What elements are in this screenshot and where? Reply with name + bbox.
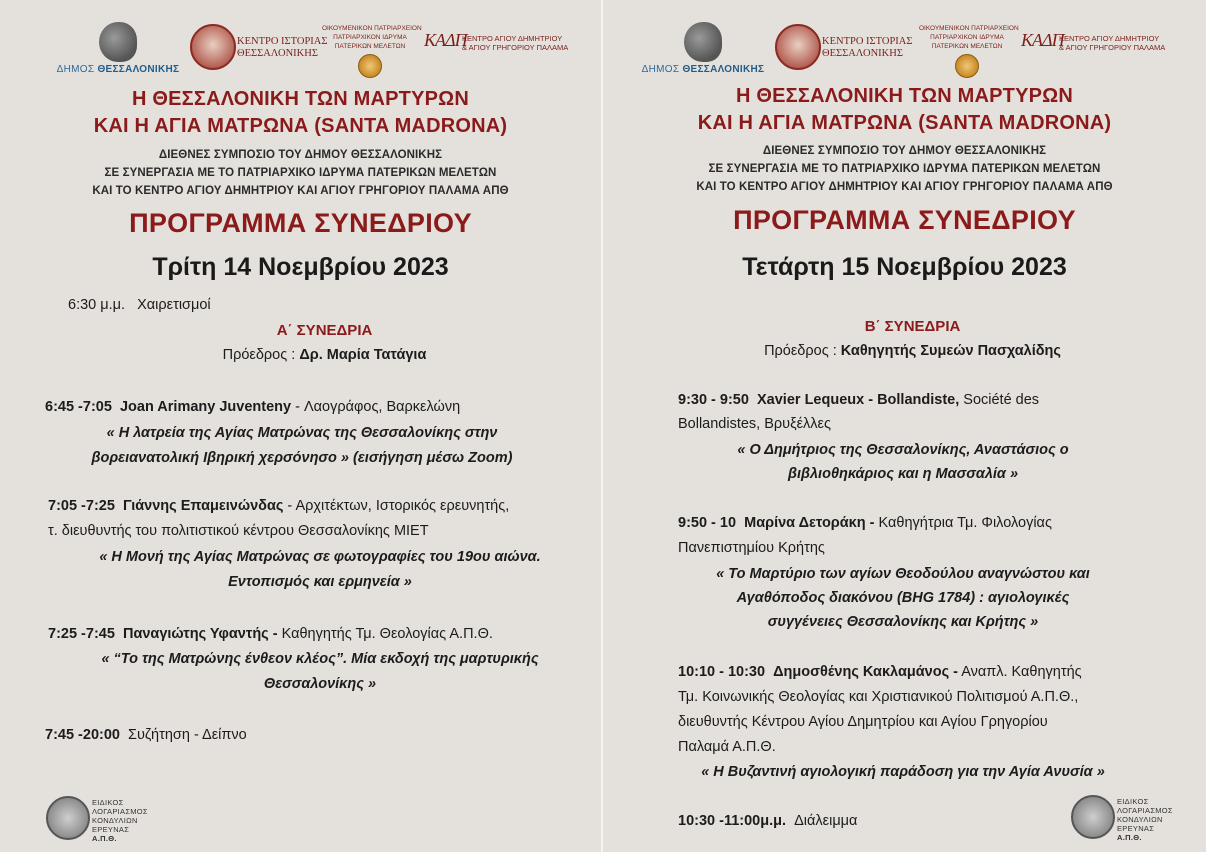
logo-text: Α.Π.Θ.	[1117, 833, 1142, 842]
talk-title: « Η λατρεία της Αγίας Ματρώνας της Θεσσαλονίκης στην	[106, 425, 498, 441]
speaker-affiliation: - Αρχιτέκτων, Ιστορικός ερευνητής,	[283, 498, 510, 514]
kadp-mark: ΚΑΔΠ	[1021, 30, 1064, 50]
logo-text: ΚΕΝΤΡΟ ΙΣΤΟΡΙΑΣ	[237, 36, 328, 47]
chair-name: Δρ. Μαρία Τατάγια	[299, 347, 427, 363]
conference-title-line2: ΚΑΙ Η ΑΓΙΑ ΜΑΤΡΩΝΑ (SANTA MADRONA)	[697, 112, 1112, 134]
talk-title: Αγαθόποδος διακόνου (BHG 1784) : αγιολογικές	[736, 590, 1070, 606]
auth-seal-icon	[1071, 795, 1115, 839]
time-slot: 9:50 - 10	[678, 515, 737, 531]
logo-text: ΚΕΝΤΡΟ ΑΓΙΟΥ ΔΗΜΗΤΡΙΟΥ	[1059, 34, 1160, 43]
logo-text: ΕΙΔΙΚΟΣ	[1117, 797, 1149, 806]
program-heading: ΠΡΟΓΡΑΜΜΑ ΣΥΝΕΔΡΙΟΥ	[129, 208, 472, 238]
talk-title: βιβλιοθηκάριος και η Μασσαλία »	[787, 466, 1019, 482]
organizer-line2: ΣΕ ΣΥΝΕΡΓΑΣΙΑ ΜΕ ΤΟ ΠΑΤΡΙΑΡΧΙΚΟ ΙΔΡΥΜΑ ΠΑΤΕΡΙΚΩΝ ΜΕΛΕΤΩΝ	[104, 167, 497, 179]
auth-seal-icon	[46, 796, 90, 840]
event-label: Διάλειμμα	[794, 813, 858, 829]
organizer-line2: ΣΕ ΣΥΝΕΡΓΑΣΙΑ ΜΕ ΤΟ ΠΑΤΡΙΑΡΧΙΚΟ ΙΔΡΥΜΑ ΠΑΤΕΡΙΚΩΝ ΜΕΛΕΤΩΝ	[708, 163, 1101, 175]
talk-speaker-line	[45, 399, 460, 415]
elke-auth-logo	[1071, 795, 1181, 845]
conference-title-line2: ΚΑΙ Η ΑΓΙΑ ΜΑΤΡΩΝΑ (SANTA MADRONA)	[93, 115, 508, 137]
kentro-istorias-logo	[190, 24, 328, 70]
session-heading: Α΄ ΣΥΝΕΔΡΙΑ	[276, 322, 373, 339]
talk-title: « Ο Δημήτριος της Θεσσαλονίκης, Αναστάσιος ο	[737, 442, 1069, 458]
time-slot: 7:45 -20:00	[45, 727, 120, 743]
break-line	[678, 813, 857, 829]
speaker-name: Xavier Lequeux - Bollandiste,	[757, 392, 960, 408]
speaker-affiliation: Καθηγητής Τμ. Θεολογίας Α.Π.Θ.	[277, 626, 493, 642]
program-heading: ΠΡΟΓΡΑΜΜΑ ΣΥΝΕΔΡΙΟΥ	[733, 205, 1076, 235]
talk-title: « “Το της Ματρώνης ένθεον κλέος”. Μία εκδοχή της μαρτυρικής	[101, 651, 539, 667]
logo-text: & ΑΓΙΟΥ ΓΡΗΓΟΡΙΟΥ ΠΑΛΑΜΑ	[462, 43, 569, 52]
logo-text: Α.Π.Θ.	[92, 834, 117, 843]
speaker-name: Joan Arimany Juventeny	[119, 399, 292, 415]
talk-title: « Η Βυζαντινή αγιολογική παράδοση για την Αγία Ανυσία »	[701, 764, 1105, 780]
logo-text: ΠΑΤΡΙΑΡΧΙΚΟΝ ΙΔΡΥΜΑ	[930, 34, 1004, 41]
time-slot: 7:25 -7:45	[48, 626, 115, 642]
logo-text: ΘΕΣΣΑΛΟΝΙΚΗΣ	[97, 64, 180, 75]
conference-title-line1: Η ΘΕΣΣΑΛΟΝΙΚΗ ΤΩΝ ΜΑΡΤΥΡΩΝ	[735, 85, 1074, 107]
talk-speaker-line	[678, 515, 1052, 531]
welcome-line	[68, 297, 211, 313]
session-chair	[24, 347, 625, 363]
elke-auth-logo	[46, 796, 156, 846]
patriarchal-seal-icon	[358, 54, 382, 78]
session-chair	[611, 343, 1206, 359]
time-slot: 7:05 -7:25	[48, 498, 115, 514]
logo-text: ΚΕΝΤΡΟ ΑΓΙΟΥ ΔΗΜΗΤΡΙΟΥ	[462, 34, 563, 43]
speaker-affiliation: Πανεπιστημίου Κρήτης	[678, 540, 825, 556]
logo-text: ΕΡΕΥΝΑΣ	[92, 825, 130, 834]
event-label: Χαιρετισμοί	[137, 297, 211, 313]
organizer-line1: ΔΙΕΘΝΕΣ ΣΥΜΠΟΣΙΟ ΤΟΥ ΔΗΜΟΥ ΘΕΣΣΑΛΟΝΙΚΗΣ	[762, 145, 1047, 157]
logo-text: ΚΟΝΔΥΛΙΩΝ	[92, 816, 138, 825]
logo-text: ΠΑΤΕΡΙΚΩΝ ΜΕΛΕΤΩΝ	[334, 43, 406, 50]
day-date: Τετάρτη 15 Νοεμβρίου 2023	[742, 253, 1067, 281]
time-slot: 6:45 -7:05	[45, 399, 112, 415]
logo-text: ΛΟΓΑΡΙΑΣΜΟΣ	[1117, 806, 1173, 815]
kentro-emblem-icon	[775, 24, 821, 70]
closing-line	[45, 727, 247, 743]
alexander-head-icon	[684, 22, 722, 62]
logo-text: ΕΡΕΥΝΑΣ	[1117, 824, 1155, 833]
logo-text: ΔΗΜΟΣ	[56, 64, 95, 75]
speaker-affiliation: Καθηγήτρια Τμ. Φιλολογίας	[874, 515, 1052, 531]
speaker-name: Μαρίνα Δετοράκη -	[744, 515, 875, 531]
program-page-day1	[0, 0, 601, 852]
dimos-thessalonikis-logo	[641, 22, 765, 75]
logo-text: ΕΙΔΙΚΟΣ	[92, 798, 124, 807]
talk-title: « Η Μονή της Αγίας Ματρώνας σε φωτογραφίες του 19ου αιώνα.	[99, 549, 541, 565]
kentro-emblem-icon	[190, 24, 236, 70]
event-label: Συζήτηση - Δείπνο	[128, 727, 247, 743]
dimos-thessalonikis-logo	[56, 22, 180, 75]
logo-text: ΠΑΤΡΙΑΡΧΙΚΟΝ ΙΔΡΥΜΑ	[333, 34, 407, 41]
talk-title: Θεσσαλονίκης »	[263, 676, 377, 692]
time-slot: 9:30 - 9:50	[678, 392, 749, 408]
logo-text: ΟΙΚΟΥΜΕΝΙΚΟΝ ΠΑΤΡΙΑΡΧΕΙΟΝ	[919, 25, 1019, 32]
logo-text: ΘΕΣΣΑΛΟΝΙΚΗΣ	[822, 48, 903, 59]
speaker-affiliation: Παλαμά Α.Π.Θ.	[678, 739, 776, 755]
time-slot: 10:30 -11:00μ.μ.	[678, 813, 787, 829]
conference-title-line1: Η ΘΕΣΣΑΛΟΝΙΚΗ ΤΩΝ ΜΑΡΤΥΡΩΝ	[131, 88, 470, 110]
logo-row	[0, 18, 601, 82]
organizer-line3: ΚΑΙ ΤΟ ΚΕΝΤΡΟ ΑΓΙΟΥ ΔΗΜΗΤΡΙΟΥ ΚΑΙ ΑΓΙΟΥ ΓΡΗΓΟΡΙΟΥ ΠΑΛΑΜΑ ΑΠΘ	[92, 185, 509, 197]
speaker-affiliation: Société des	[959, 392, 1040, 408]
chair-label: Πρόεδρος :	[222, 347, 300, 363]
talk-speaker-line	[678, 392, 1039, 408]
talk-speaker-line	[678, 664, 1082, 680]
logo-text: ΠΑΤΕΡΙΚΩΝ ΜΕΛΕΤΩΝ	[931, 43, 1003, 50]
speaker-name: Γιάννης Επαμεινώνδας	[122, 498, 284, 514]
speaker-affiliation: τ. διευθυντής του πολιτιστικού κέντρου Θεσσαλονίκης ΜΙΕΤ	[48, 523, 429, 539]
speaker-affiliation: Αναπλ. Καθηγητής	[957, 664, 1082, 680]
chair-label: Πρόεδρος :	[764, 343, 841, 359]
talk-title: « Το Μαρτύριο των αγίων Θεοδούλου αναγνώστου και	[716, 566, 1090, 582]
speaker-affiliation: - Λαογράφος, Βαρκελώνη	[291, 399, 461, 415]
organizer-line3: ΚΑΙ ΤΟ ΚΕΝΤΡΟ ΑΓΙΟΥ ΔΗΜΗΤΡΙΟΥ ΚΑΙ ΑΓΙΟΥ ΓΡΗΓΟΡΙΟΥ ΠΑΛΑΜΑ ΑΠΘ	[696, 181, 1113, 193]
patriarchal-foundation-logo	[322, 24, 422, 78]
session-heading: Β΄ ΣΥΝΕΔΡΙΑ	[864, 318, 961, 335]
talk-title: Εντοπισμός και ερμηνεία »	[228, 574, 412, 590]
chair-name: Καθηγητής Συμεών Πασχαλίδης	[840, 343, 1061, 359]
talk-title: βορειανατολική Ιβηρική χερσόνησο » (εισήγηση μέσω Zoom)	[91, 450, 513, 466]
talk-speaker-line	[48, 498, 509, 514]
speaker-affiliation: Bollandistes, Βρυξέλλες	[678, 416, 832, 432]
speaker-affiliation: διευθυντής Κέντρου Αγίου Δημητρίου και Αγίου Γρηγορίου	[678, 714, 1048, 730]
speaker-name: Δημοσθένης Κακλαμάνος -	[773, 664, 958, 680]
patriarchal-seal-icon	[955, 54, 979, 78]
alexander-head-icon	[99, 22, 137, 62]
patriarchal-foundation-logo	[919, 24, 1019, 78]
talk-title: συγγένειες Θεσσαλονίκης και Κρήτης »	[767, 614, 1039, 630]
logo-text: ΔΗΜΟΣ	[641, 64, 680, 75]
organizer-line1: ΔΙΕΘΝΕΣ ΣΥΜΠΟΣΙΟ ΤΟΥ ΔΗΜΟΥ ΘΕΣΣΑΛΟΝΙΚΗΣ	[158, 149, 443, 161]
logo-text: ΟΙΚΟΥΜΕΝΙΚΟΝ ΠΑΤΡΙΑΡΧΕΙΟΝ	[322, 25, 422, 32]
logo-text: ΚΟΝΔΥΛΙΩΝ	[1117, 815, 1163, 824]
logo-text: ΘΕΣΣΑΛΟΝΙΚΗΣ	[682, 64, 765, 75]
logo-text: ΘΕΣΣΑΛΟΝΙΚΗΣ	[237, 48, 318, 59]
kadp-mark: ΚΑΔΠ	[424, 30, 467, 50]
time-slot: 6:30 μ.μ.	[68, 297, 126, 313]
logo-text: ΛΟΓΑΡΙΑΣΜΟΣ	[92, 807, 148, 816]
logo-row	[603, 18, 1206, 82]
program-page-day2	[603, 0, 1206, 852]
logo-text: ΚΕΝΤΡΟ ΙΣΤΟΡΙΑΣ	[822, 36, 913, 47]
speaker-name: Παναγιώτης Υφαντής -	[122, 626, 278, 642]
kentro-istorias-logo	[775, 24, 913, 70]
speaker-affiliation: Τμ. Κοινωνικής Θεολογίας και Χριστιανικού Πολιτισμού Α.Π.Θ.,	[678, 689, 1079, 705]
day-date: Τρίτη 14 Νοεμβρίου 2023	[152, 253, 449, 281]
time-slot: 10:10 - 10:30	[678, 664, 766, 680]
logo-text: & ΑΓΙΟΥ ΓΡΗΓΟΡΙΟΥ ΠΑΛΑΜΑ	[1059, 43, 1166, 52]
talk-speaker-line	[48, 626, 493, 642]
